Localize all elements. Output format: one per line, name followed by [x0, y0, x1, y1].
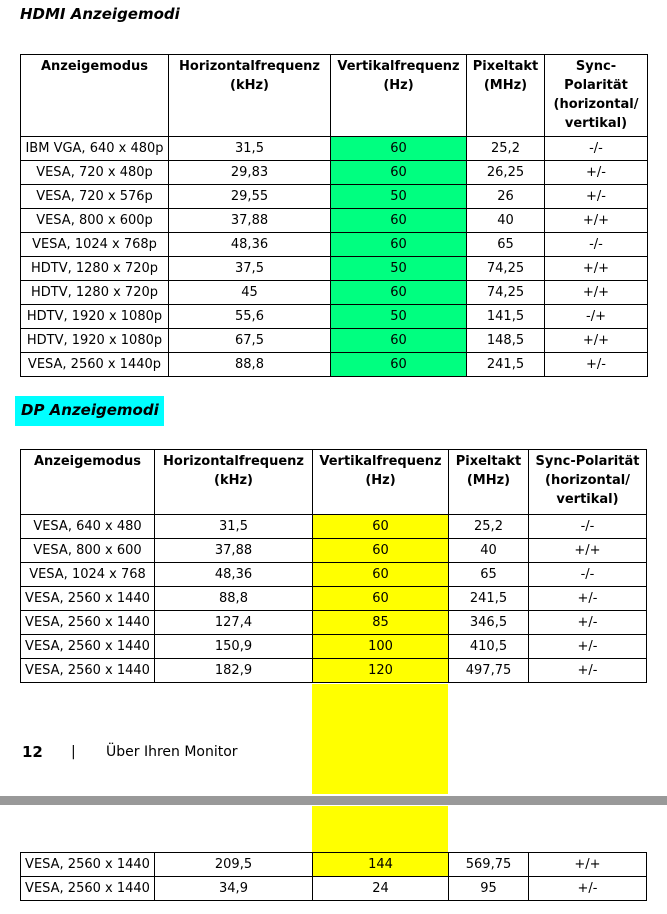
header-sync-polarity: Sync-Polarität (horizontal/ vertikal): [529, 450, 647, 515]
cell-horizontal-frequency: 55,6: [169, 305, 331, 329]
cell-horizontal-frequency: 29,55: [169, 185, 331, 209]
cell-sync-polarity: -/+: [545, 305, 648, 329]
cell-vertical-frequency: 50: [331, 257, 467, 281]
cell-sync-polarity: +/-: [529, 635, 647, 659]
table-row: [21, 515, 647, 539]
table-header-row: [21, 55, 648, 137]
table-row: [21, 185, 648, 209]
cell-vertical-frequency: 60: [331, 137, 467, 161]
table-row: [21, 853, 647, 877]
table-row: [21, 563, 647, 587]
cell-horizontal-frequency: 48,36: [169, 233, 331, 257]
table-row: [21, 877, 647, 901]
header-sync-polarity: Sync-Polarität (horizontal/ vertikal): [545, 55, 648, 137]
cell-display-mode: HDTV, 1280 x 720p: [21, 281, 169, 305]
page-divider: [0, 796, 667, 805]
cell-pixel-clock: 148,5: [467, 329, 545, 353]
cell-pixel-clock: 241,5: [449, 587, 529, 611]
cell-pixel-clock: 74,25: [467, 257, 545, 281]
cell-sync-polarity: -/-: [545, 233, 648, 257]
cell-sync-polarity: -/-: [545, 137, 648, 161]
cell-horizontal-frequency: 37,88: [155, 539, 313, 563]
dp-modes-table-continued: [20, 852, 647, 901]
cell-display-mode: HDTV, 1280 x 720p: [21, 257, 169, 281]
table-row: [21, 539, 647, 563]
cell-vertical-frequency: 144: [313, 853, 449, 877]
cell-pixel-clock: 26,25: [467, 161, 545, 185]
cell-pixel-clock: 74,25: [467, 281, 545, 305]
cell-pixel-clock: 346,5: [449, 611, 529, 635]
cell-display-mode: VESA, 640 x 480: [21, 515, 155, 539]
header-horizontal-frequency: Horizontalfrequenz (kHz): [169, 55, 331, 137]
cell-sync-polarity: +/-: [529, 611, 647, 635]
header-pixel-clock: Pixeltakt (MHz): [467, 55, 545, 137]
cell-sync-polarity: -/-: [529, 515, 647, 539]
cell-sync-polarity: +/-: [529, 587, 647, 611]
cell-display-mode: VESA, 720 x 480p: [21, 161, 169, 185]
footer-separator: |: [71, 744, 76, 760]
cell-display-mode: HDTV, 1920 x 1080p: [21, 329, 169, 353]
cell-horizontal-frequency: 182,9: [155, 659, 313, 683]
cell-horizontal-frequency: 127,4: [155, 611, 313, 635]
cell-display-mode: IBM VGA, 640 x 480p: [21, 137, 169, 161]
cell-pixel-clock: 40: [467, 209, 545, 233]
cell-horizontal-frequency: 209,5: [155, 853, 313, 877]
cell-sync-polarity: +/-: [545, 353, 648, 377]
cell-pixel-clock: 65: [467, 233, 545, 257]
cell-display-mode: VESA, 2560 x 1440: [21, 877, 155, 901]
highlight-strip: [312, 806, 448, 853]
cell-horizontal-frequency: 34,9: [155, 877, 313, 901]
table-row: [21, 281, 648, 305]
cell-horizontal-frequency: 45: [169, 281, 331, 305]
cell-pixel-clock: 95: [449, 877, 529, 901]
highlight-strip: [312, 684, 448, 794]
cell-horizontal-frequency: 150,9: [155, 635, 313, 659]
cell-display-mode: VESA, 2560 x 1440: [21, 635, 155, 659]
cell-vertical-frequency: 60: [331, 209, 467, 233]
page-number: 12: [22, 743, 43, 761]
cell-vertical-frequency: 60: [313, 587, 449, 611]
table-row: [21, 161, 648, 185]
cell-display-mode: VESA, 800 x 600: [21, 539, 155, 563]
cell-display-mode: VESA, 1024 x 768: [21, 563, 155, 587]
cell-horizontal-frequency: 37,5: [169, 257, 331, 281]
cell-vertical-frequency: 60: [331, 353, 467, 377]
cell-pixel-clock: 40: [449, 539, 529, 563]
cell-display-mode: VESA, 2560 x 1440: [21, 853, 155, 877]
table-header-row: [21, 450, 647, 515]
cell-vertical-frequency: 60: [313, 539, 449, 563]
cell-vertical-frequency: 60: [331, 161, 467, 185]
cell-horizontal-frequency: 88,8: [169, 353, 331, 377]
cell-sync-polarity: -/-: [529, 563, 647, 587]
table-row: [21, 329, 648, 353]
table-row: [21, 137, 648, 161]
header-display-mode: Anzeigemodus: [21, 450, 155, 515]
header-horizontal-frequency: Horizontalfrequenz (kHz): [155, 450, 313, 515]
cell-sync-polarity: +/-: [545, 161, 648, 185]
cell-pixel-clock: 241,5: [467, 353, 545, 377]
table-row: [21, 635, 647, 659]
cell-display-mode: VESA, 2560 x 1440p: [21, 353, 169, 377]
cell-display-mode: VESA, 1024 x 768p: [21, 233, 169, 257]
cell-sync-polarity: +/+: [545, 329, 648, 353]
cell-sync-polarity: +/+: [545, 257, 648, 281]
cell-pixel-clock: 410,5: [449, 635, 529, 659]
cell-display-mode: VESA, 2560 x 1440: [21, 659, 155, 683]
cell-vertical-frequency: 120: [313, 659, 449, 683]
cell-display-mode: VESA, 720 x 576p: [21, 185, 169, 209]
cell-vertical-frequency: 100: [313, 635, 449, 659]
cell-sync-polarity: +/+: [529, 539, 647, 563]
cell-horizontal-frequency: 67,5: [169, 329, 331, 353]
cell-display-mode: VESA, 800 x 600p: [21, 209, 169, 233]
cell-pixel-clock: 141,5: [467, 305, 545, 329]
header-vertical-frequency: Vertikalfrequenz (Hz): [313, 450, 449, 515]
cell-horizontal-frequency: 31,5: [169, 137, 331, 161]
cell-sync-polarity: +/-: [529, 877, 647, 901]
cell-horizontal-frequency: 88,8: [155, 587, 313, 611]
cell-vertical-frequency: 60: [313, 515, 449, 539]
cell-display-mode: VESA, 2560 x 1440: [21, 587, 155, 611]
cell-vertical-frequency: 60: [331, 233, 467, 257]
table-row: [21, 659, 647, 683]
header-vertical-frequency: Vertikalfrequenz (Hz): [331, 55, 467, 137]
cell-vertical-frequency: 85: [313, 611, 449, 635]
table-row: [21, 233, 648, 257]
cell-sync-polarity: +/+: [545, 209, 648, 233]
cell-horizontal-frequency: 48,36: [155, 563, 313, 587]
cell-sync-polarity: +/+: [529, 853, 647, 877]
cell-display-mode: VESA, 2560 x 1440: [21, 611, 155, 635]
cell-horizontal-frequency: 31,5: [155, 515, 313, 539]
hdmi-modes-table: [20, 54, 648, 377]
cell-pixel-clock: 25,2: [467, 137, 545, 161]
cell-display-mode: HDTV, 1920 x 1080p: [21, 305, 169, 329]
cell-vertical-frequency: 24: [313, 877, 449, 901]
cell-pixel-clock: 497,75: [449, 659, 529, 683]
cell-pixel-clock: 25,2: [449, 515, 529, 539]
table-row: [21, 209, 648, 233]
cell-horizontal-frequency: 37,88: [169, 209, 331, 233]
cell-vertical-frequency: 50: [331, 185, 467, 209]
header-display-mode: Anzeigemodus: [21, 55, 169, 137]
table-row: [21, 587, 647, 611]
cell-vertical-frequency: 50: [331, 305, 467, 329]
table-row: [21, 257, 648, 281]
hdmi-heading: HDMI Anzeigemodi: [20, 5, 180, 23]
cell-vertical-frequency: 60: [331, 329, 467, 353]
cell-sync-polarity: +/-: [545, 185, 648, 209]
dp-modes-table: [20, 449, 647, 683]
cell-pixel-clock: 65: [449, 563, 529, 587]
dp-heading: DP Anzeigemodi: [15, 396, 164, 426]
cell-pixel-clock: 26: [467, 185, 545, 209]
cell-vertical-frequency: 60: [313, 563, 449, 587]
header-pixel-clock: Pixeltakt (MHz): [449, 450, 529, 515]
cell-vertical-frequency: 60: [331, 281, 467, 305]
table-row: [21, 353, 648, 377]
cell-horizontal-frequency: 29,83: [169, 161, 331, 185]
footer-section-title: Über Ihren Monitor: [106, 744, 238, 760]
cell-sync-polarity: +/+: [545, 281, 648, 305]
cell-sync-polarity: +/-: [529, 659, 647, 683]
cell-pixel-clock: 569,75: [449, 853, 529, 877]
table-row: [21, 611, 647, 635]
table-row: [21, 305, 648, 329]
